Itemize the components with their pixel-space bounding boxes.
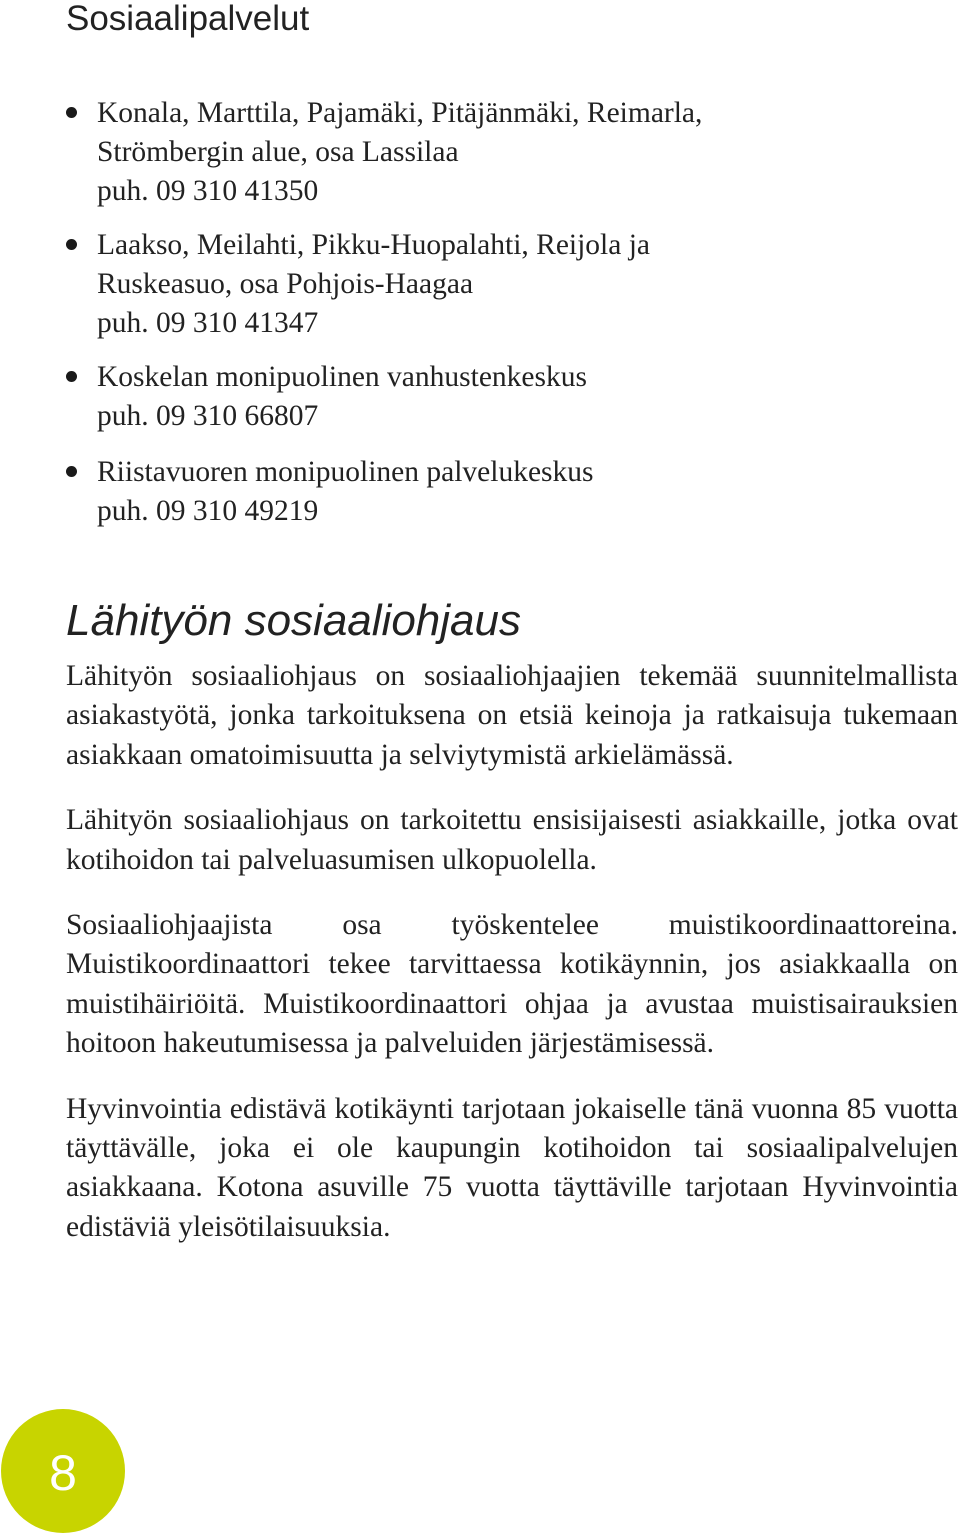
bullet-icon xyxy=(66,371,77,382)
paragraph: Sosiaaliohjaajista osa työskentelee muistikoordinaattoreina. Muistikoordinaattori tekee tarvittaessa kotikäynnin, jos asiakkaalla on muistihäiriöitä. Muistikoordinaattori ohjaa ja avustaa muistisairauksien hoitoon hakeutumisessa ja palveluiden järjestämisessä. xyxy=(66,909,958,1060)
contact-name-line: Laakso, Meilahti, Pikku-Huopalahti, Reijola ja xyxy=(97,229,651,261)
contact-phone: puh. 09 310 49219 xyxy=(97,495,319,527)
page-number-badge xyxy=(1,1409,125,1533)
contact-name-line: Riistavuoren monipuolinen palvelukeskus xyxy=(97,456,594,488)
contact-name-line: Koskelan monipuolinen vanhustenkeskus xyxy=(97,361,587,393)
bullet-icon xyxy=(66,466,77,477)
body-text xyxy=(66,657,958,1273)
contact-phone: puh. 09 310 41347 xyxy=(97,307,319,339)
paragraph: Lähityön sosiaaliohjaus on tarkoitettu ensisijaisesti asiakkaille, jotka ovat kotihoidon tai palveluasumisen ulkopuolella. xyxy=(66,804,958,876)
list-item xyxy=(66,453,926,531)
bullet-icon xyxy=(66,239,77,250)
contact-list xyxy=(66,94,926,531)
contact-name-line: Strömbergin alue, osa Lassilaa xyxy=(97,136,459,168)
list-item xyxy=(66,94,926,211)
bullet-icon xyxy=(66,107,77,118)
section-heading-social-services: Sosiaalipalvelut xyxy=(66,0,310,38)
contact-name-line: Ruskeasuo, osa Pohjois-Haagaa xyxy=(97,268,474,300)
list-item xyxy=(66,226,926,343)
list-item xyxy=(66,358,926,436)
section-heading-outreach-social-guidance: Lähityön sosiaaliohjaus xyxy=(66,596,521,645)
contact-phone: puh. 09 310 66807 xyxy=(97,400,319,432)
paragraph: Hyvinvointia edistävä kotikäynti tarjotaan jokaiselle tänä vuonna 85 vuotta täyttävälle, joka ei ole kaupungin kotihoidon tai sosiaalipalvelujen asiakkaana. Kotona asuville 75 vuotta täyttäville tarjotaan Hyvinvointia edistäviä yleisötilaisuuksia. xyxy=(66,1092,958,1243)
page-number: 8 xyxy=(49,1445,77,1501)
contact-phone: puh. 09 310 41350 xyxy=(97,175,319,207)
paragraph: Lähityön sosiaaliohjaus on sosiaaliohjaajien tekemää suunnitelmallista asiakastyötä, jonka tarkoituksena on etsiä keinoja ja ratkaisuja tukemaan asiakkaan omatoimisuutta ja selviytymistä arkielämässä. xyxy=(66,660,958,771)
contact-name-line: Konala, Marttila, Pajamäki, Pitäjänmäki, Reimarla, xyxy=(97,97,703,129)
